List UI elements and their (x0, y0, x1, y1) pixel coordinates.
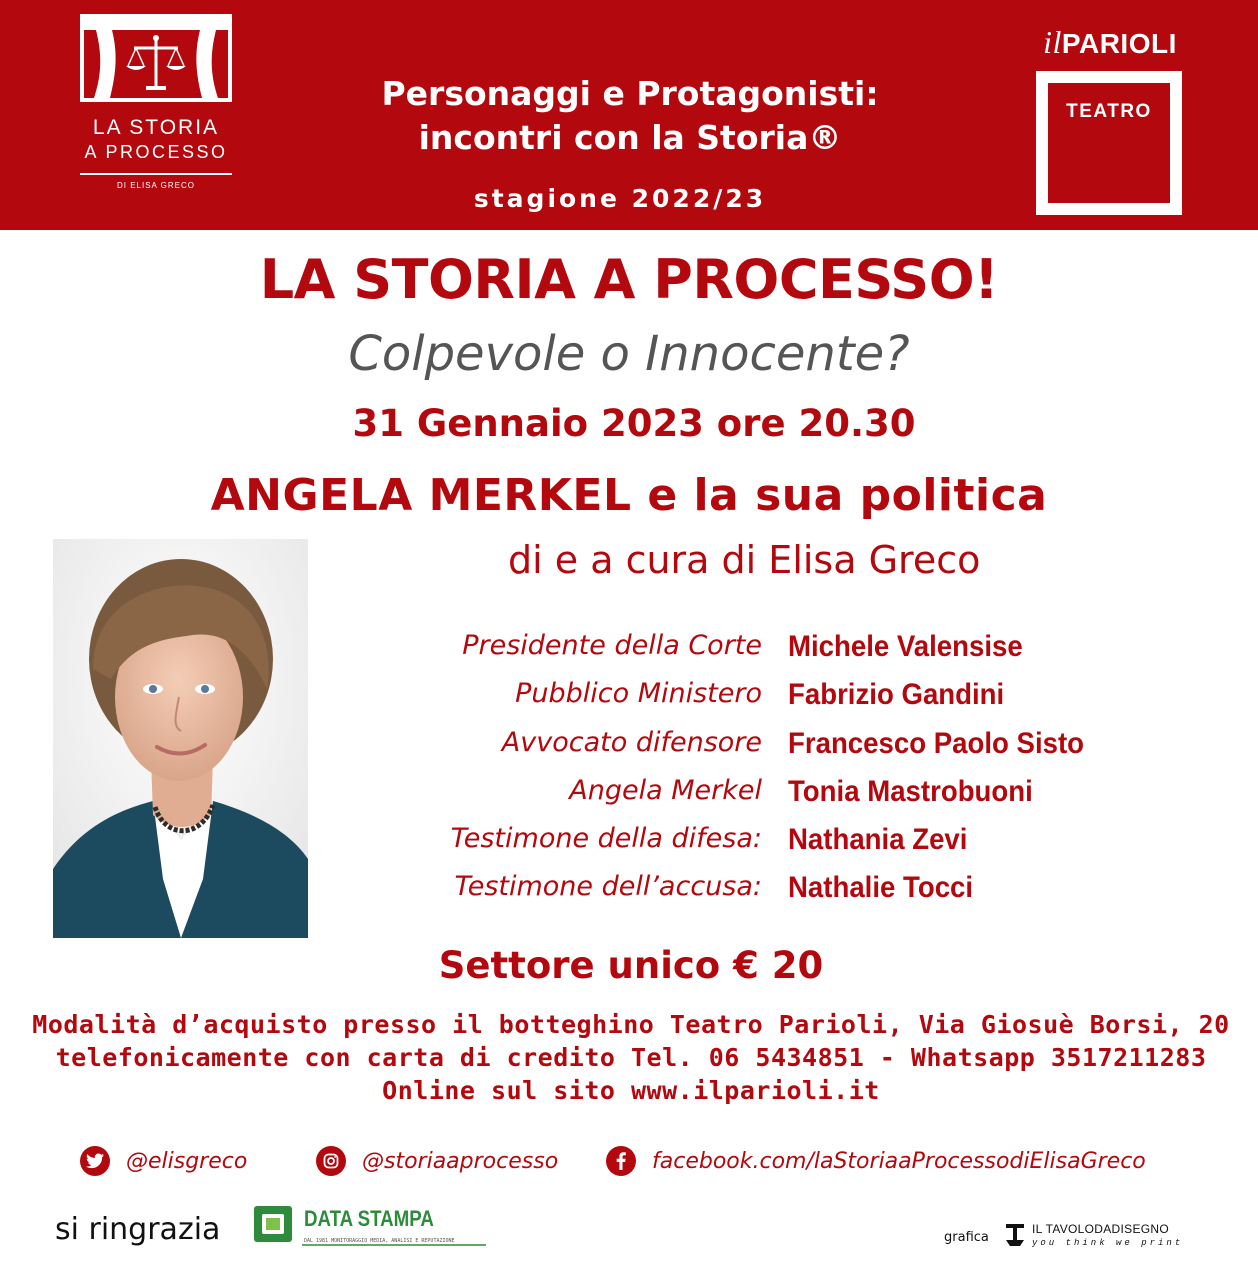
parioli-brand (1036, 24, 1184, 61)
scales-of-justice-icon (80, 14, 232, 102)
cast-name: Fabrizio Gandini (788, 678, 1005, 712)
data-stampa-name: DATA STAMPA (304, 1206, 434, 1231)
show-title: ANGELA MERKEL e la sua politica (210, 470, 1048, 521)
cast-role: Testimone della difesa: (450, 823, 762, 855)
cast-list (380, 624, 1180, 914)
purchase-line3: Online sul sito www.ilparioli.it (382, 1076, 880, 1105)
facebook-icon (606, 1146, 636, 1176)
cast-row (380, 817, 1180, 865)
cast-name: Nathalie Tocci (788, 871, 974, 905)
cast-row (380, 721, 1180, 769)
cast-name: Francesco Paolo Sisto (788, 726, 1085, 760)
social-facebook[interactable] (606, 1144, 1146, 1178)
logo-line1: LA STORIA (92, 116, 220, 139)
header-banner (0, 0, 1258, 230)
instagram-handle[interactable]: @storiaaprocesso (362, 1148, 559, 1174)
cast-name: Michele Valensise (788, 630, 1023, 663)
cast-row (380, 769, 1180, 817)
cast-role: Angela Merkel (569, 774, 762, 806)
purchase-line2: telefonicamente con carta di credito Tel. 06 5434851 - Whatsapp 3517211283 (55, 1043, 1207, 1072)
purchase-line1: Modalità d’acquisto presso il botteghino Teatro Parioli, Via Giosuè Borsi, 20 (32, 1010, 1230, 1039)
facebook-url[interactable]: facebook.com/laStoriaaProcessodiElisaGreco (652, 1148, 1146, 1174)
logo-line3: DI ELISA GRECO (116, 181, 196, 190)
data-stampa-tagline: DAL 1981 MONITORAGGIO MEDIA, ANALISI E REPUTAZIONE (304, 1238, 455, 1244)
cast-name: Nathania Zevi (788, 823, 968, 857)
social-instagram[interactable] (316, 1144, 558, 1178)
twitter-icon (80, 1146, 110, 1176)
logo-line2: A PROCESSO (84, 142, 228, 162)
design-studio-tagline: you think we print (1032, 1238, 1184, 1248)
cast-row (380, 865, 1180, 913)
logo-divider (80, 173, 232, 175)
cast-row (380, 624, 1180, 672)
season-label: stagione 2022/23 (473, 184, 767, 213)
cast-row (380, 672, 1180, 720)
cast-name: Tonia Mastrobuoni (788, 774, 1033, 808)
event-date: 31 Gennaio 2023 ore 20.30 (352, 402, 916, 445)
la-storia-a-processo-logo (78, 14, 234, 214)
grafica-label: grafica (944, 1230, 989, 1245)
teatro-label: TEATRO (1066, 101, 1152, 122)
social-twitter[interactable] (80, 1144, 247, 1178)
instagram-icon (316, 1146, 346, 1176)
brand-prefix: il (1043, 24, 1062, 60)
design-studio-name: IL TAVOLODADISEGNO (1032, 1222, 1169, 1236)
portrait-photo (53, 539, 308, 938)
twitter-handle[interactable]: @elisgreco (126, 1148, 248, 1174)
tavolodadisegno-logo (1002, 1222, 1028, 1248)
ticket-price: Settore unico € 20 (438, 944, 824, 987)
author-credit: di e a cura di Elisa Greco (508, 538, 981, 582)
series-title-line1: Personaggi e Protagonisti: (381, 74, 879, 113)
cast-role: Presidente della Corte (462, 630, 762, 661)
thanks-label: si ringrazia (55, 1212, 221, 1247)
cast-role: Avvocato difensore (501, 726, 762, 758)
teatro-box (1036, 71, 1182, 215)
cast-role: Testimone dell’accusa: (454, 871, 762, 903)
series-title-line2: incontri con la Storia® (418, 118, 842, 157)
il-parioli-teatro-logo (1036, 24, 1184, 215)
cast-role: Pubblico Ministero (515, 678, 762, 710)
brand-name: PARIOLI (1061, 28, 1177, 59)
subtitle: Colpevole o Innocente? (348, 326, 910, 382)
purchase-info (0, 1008, 1258, 1107)
main-title: LA STORIA A PROCESSO! (259, 248, 999, 311)
series-title (300, 72, 960, 160)
